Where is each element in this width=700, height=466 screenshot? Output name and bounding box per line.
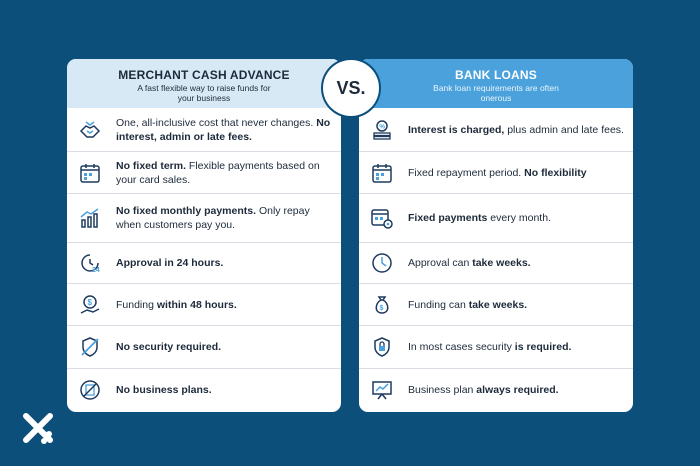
list-item [67,369,341,411]
row-text [408,211,551,225]
row-text-bold: No flexibility [524,166,587,179]
bank-header [359,59,633,108]
percent-coins-icon [369,117,395,143]
row-text-bold: within 48 hours. [156,298,237,311]
row-text-pre: Approval can [408,257,473,269]
row-text-bold: No security required. [116,341,222,353]
row-text [116,204,333,232]
row-text-bold: take weeks. [472,257,531,269]
mca-title: MERCHANT CASH ADVANCE [118,68,290,82]
mca-subtitle: A fast flexible way to raise funds for your business [137,83,271,103]
row-text [116,159,333,187]
svg-text:$: $ [87,297,92,307]
row-text [408,256,531,270]
row-text [116,256,223,270]
row-text-bold: Fixed payments [408,212,488,224]
clock-icon [369,250,395,276]
growth-chart-icon [77,205,103,231]
list-item [67,194,341,243]
row-text [116,340,221,354]
svg-text:%: % [379,123,385,130]
calendar-gear-icon [369,205,395,231]
brand-logo-icon [20,410,56,446]
money-hand-icon [77,292,103,318]
merchant-cash-advance-card [67,59,341,412]
list-item [359,152,633,194]
row-text-pre: Fixed repayment period. [408,166,525,179]
row-text-bold: Interest is charged, [408,123,505,136]
row-text-bold: take weeks. [468,298,528,311]
row-text-bold: No business plans. [116,384,212,396]
lock-shield-icon [369,334,395,360]
svg-text:24: 24 [92,267,100,274]
row-text-bold: No interest, admin or late fees. [116,116,331,143]
row-text-post: Only repay when customers pay you. [116,205,310,231]
row-text-post: every month. [487,212,551,224]
no-plan-icon [77,377,103,403]
list-item [359,284,633,326]
list-item [359,108,633,152]
row-text [408,383,559,397]
row-text-bold: No fixed term. [116,159,187,172]
row-text-pre: Funding [116,298,157,311]
calendar-icon [369,160,395,186]
calendar-icon [77,160,103,186]
row-text-bold: is required. [514,341,572,353]
row-text-pre: In most cases security [408,341,515,353]
row-text [116,298,237,312]
row-text-post: plus admin and late fees. [504,123,624,136]
vs-badge: VS. [323,60,379,116]
row-text [408,298,527,312]
bank-loans-card [359,59,633,412]
handshake-icon [77,117,103,143]
bank-rows [359,108,633,411]
row-text [408,166,587,180]
no-security-icon [77,334,103,360]
mca-rows [67,108,341,411]
row-text [408,340,571,354]
mca-header [67,59,341,108]
list-item [359,369,633,411]
list-item [67,152,341,194]
list-item [67,108,341,152]
presentation-board-icon [369,377,395,403]
list-item [359,194,633,243]
clock-24-icon [77,250,103,276]
row-text-pre: Funding can [408,298,469,311]
svg-text:$: $ [379,304,384,312]
list-item [359,326,633,369]
row-text [116,383,212,397]
list-item [359,243,633,284]
bank-title: BANK LOANS [455,68,537,82]
row-text-post: Flexible payments based on your card sales. [116,159,320,186]
list-item [67,326,341,369]
list-item [67,243,341,284]
row-text-bold: No fixed monthly payments. [116,205,257,217]
row-text-pre: One, all-inclusive cost that never changes. [116,116,317,129]
row-text-bold: Approval in 24 hours. [116,257,224,269]
bank-subtitle: Bank loan requirements are often onerous [433,83,559,103]
row-text [408,123,624,137]
row-text [116,116,333,144]
money-bag-icon [369,292,395,318]
row-text-pre: Business plan [408,384,477,396]
row-text-bold: always required. [476,384,559,396]
list-item [67,284,341,326]
